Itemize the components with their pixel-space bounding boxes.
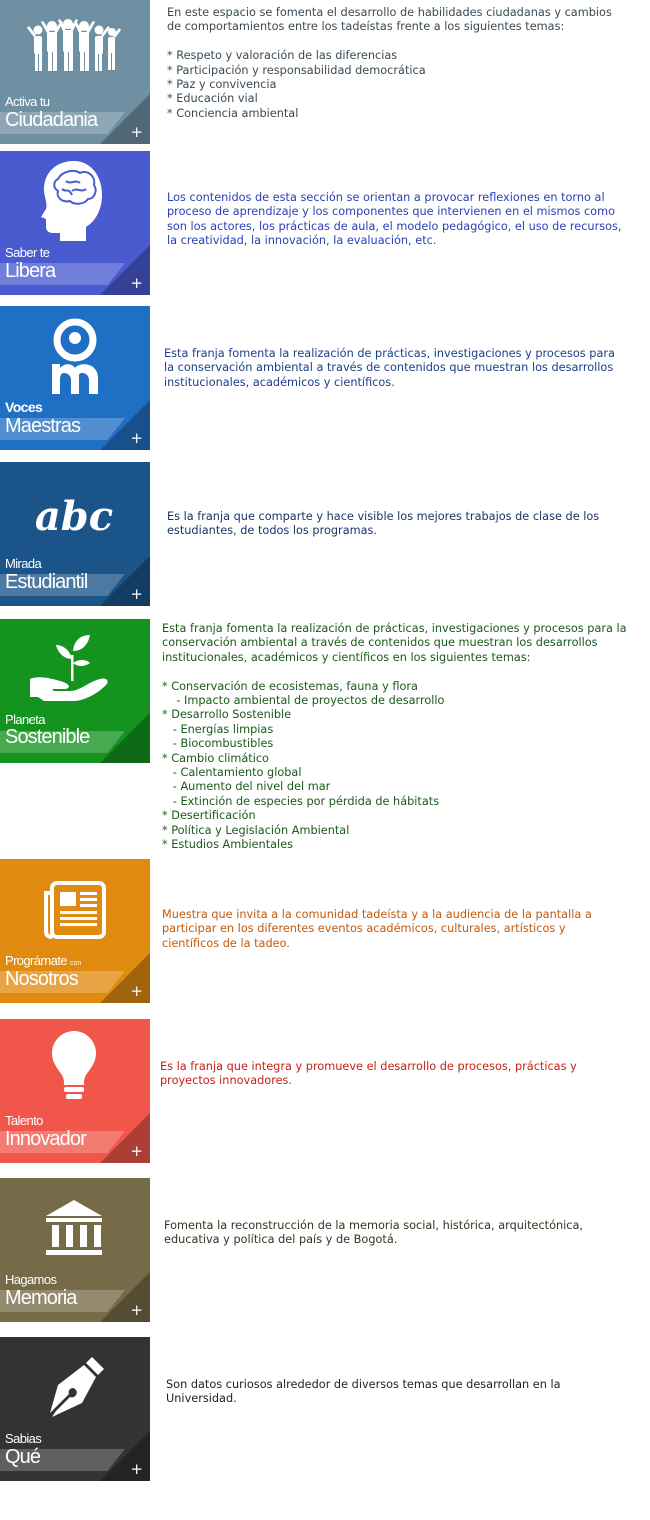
tile-title-line1: Mirada: [5, 556, 42, 571]
expand-plus-icon[interactable]: +: [130, 123, 143, 141]
expand-plus-icon[interactable]: +: [130, 1301, 143, 1319]
tile-title-line2: Memoria: [5, 1287, 77, 1309]
section-description: Esta franja fomenta la realización de prácticas, investigaciones y procesos para la conservación ambiental a través de contenidos que muestran los desarrollos institucionales, académicos y científicos en los siguientes temas: * Conservación de ecosistemas, fauna y flora - Impacto ambiental de proyectos de desarrollo * Desarrollo Sostenible - Energías limpias - Biocombustibles * Cambio climático - Calentamiento global - Aumento del nivel del mar - Extinción de especies por pérdida de hábitats * Desertificación * Política y Legislación Ambiental * Estudios Ambientales: [162, 622, 627, 852]
expand-plus-icon[interactable]: +: [130, 429, 143, 447]
expand-plus-icon[interactable]: +: [130, 585, 143, 603]
section-activa-tu-ciudadania: [0, 0, 650, 146]
section-hagamos-memoria: [0, 1178, 650, 1324]
expand-plus-icon[interactable]: +: [130, 1460, 143, 1478]
tile-title-line2: Libera: [5, 260, 56, 282]
section-talento-innovador: [0, 1019, 650, 1165]
tile-title-line2: Sostenible: [5, 726, 90, 748]
tile-talento-innovador[interactable]: [0, 1019, 150, 1163]
tile-title-line1: Sabias: [5, 1431, 42, 1446]
tile-programate-con-nosotros[interactable]: [0, 859, 150, 1003]
tile-title-line1: Planeta: [5, 712, 45, 727]
tile-hagamos-memoria[interactable]: [0, 1178, 150, 1322]
tile-title-line1: Activa tu: [5, 94, 50, 109]
section-description: En este espacio se fomenta el desarrollo de habilidades ciudadanas y cambios de comportamientos entre los tadeístas frente a los siguientes temas: * Respeto y valoración de las diferencias * Participación y responsabilidad democrática * Paz y convivencia * Educación vial * Conciencia ambiental: [167, 6, 612, 120]
section-description: Es la franja que integra y promueve el desarrollo de procesos, prácticas y proyectos innovadores.: [160, 1060, 577, 1088]
tile-mirada-estudiantil[interactable]: [0, 462, 150, 606]
section-description: Esta franja fomenta la realización de prácticas, investigaciones y procesos para la conservación ambiental a través de contenidos que muestran los desarrollos institucionales, académicos y científicos.: [164, 347, 615, 389]
abc-icon-text: abc: [34, 493, 114, 540]
tile-title-line1: Voces: [5, 399, 43, 415]
tile-title-line1: [5, 954, 81, 967]
corner-shade: [100, 713, 150, 763]
section-description: Es la franja que comparte y hace visible los mejores trabajos de clase de los estudiantes, de todos los programas.: [167, 510, 600, 538]
tile-title-line1: Talento: [5, 1113, 43, 1128]
expand-plus-icon[interactable]: +: [130, 982, 143, 1000]
section-voces-maestras: [0, 306, 650, 452]
section-description: Son datos curiosos alrededor de diversos temas que desarrollan en la Universidad.: [166, 1378, 561, 1406]
tile-title-line2: Estudiantil: [5, 571, 88, 593]
tile-sabias-que[interactable]: [0, 1337, 150, 1481]
tile-activa-tu-ciudadania[interactable]: [0, 0, 150, 144]
tile-title-line1: Hagamos: [5, 1272, 57, 1287]
tile-voces-maestras[interactable]: [0, 306, 150, 450]
tile-title-small: con: [69, 960, 82, 967]
expand-plus-icon[interactable]: +: [130, 1142, 143, 1160]
expand-plus-icon[interactable]: +: [130, 274, 143, 292]
tile-title-line2: Innovador: [5, 1128, 86, 1150]
section-description: Fomenta la reconstrucción de la memoria social, histórica, arquitectónica, educativa y política del país y de Bogotá.: [164, 1219, 584, 1247]
section-sabias-que: [0, 1337, 650, 1483]
tile-title-word: Prográmate: [5, 953, 67, 968]
tile-title-line2: Nosotros: [5, 968, 78, 990]
tile-title-line2: Maestras: [5, 415, 81, 437]
section-planeta-sostenible: [0, 619, 650, 855]
section-programate-con-nosotros: [0, 859, 650, 1005]
tile-title-line2: Qué: [5, 1446, 41, 1468]
section-description: Los contenidos de esta sección se orientan a provocar reflexiones en torno al proceso de aprendizaje y los componentes que intervienen en el mismos como son los actores, los prácticas de aula, el modelo pedagógico, el uso de recursos, la creatividad, la innovación, la evaluación, etc.: [167, 191, 622, 248]
tile-saber-te-libera[interactable]: [0, 151, 150, 295]
tile-title-line1: Saber te: [5, 245, 50, 260]
tile-title-line2: Ciudadania: [5, 109, 98, 131]
tile-planeta-sostenible[interactable]: [0, 619, 150, 763]
section-description: Muestra que invita a la comunidad tadeísta y a la audiencia de la pantalla a participar en los diferentes eventos académicos, culturales, artísticos y científicos de la tadeo.: [162, 908, 592, 950]
section-mirada-estudiantil: [0, 462, 650, 608]
section-saber-te-libera: [0, 151, 650, 297]
